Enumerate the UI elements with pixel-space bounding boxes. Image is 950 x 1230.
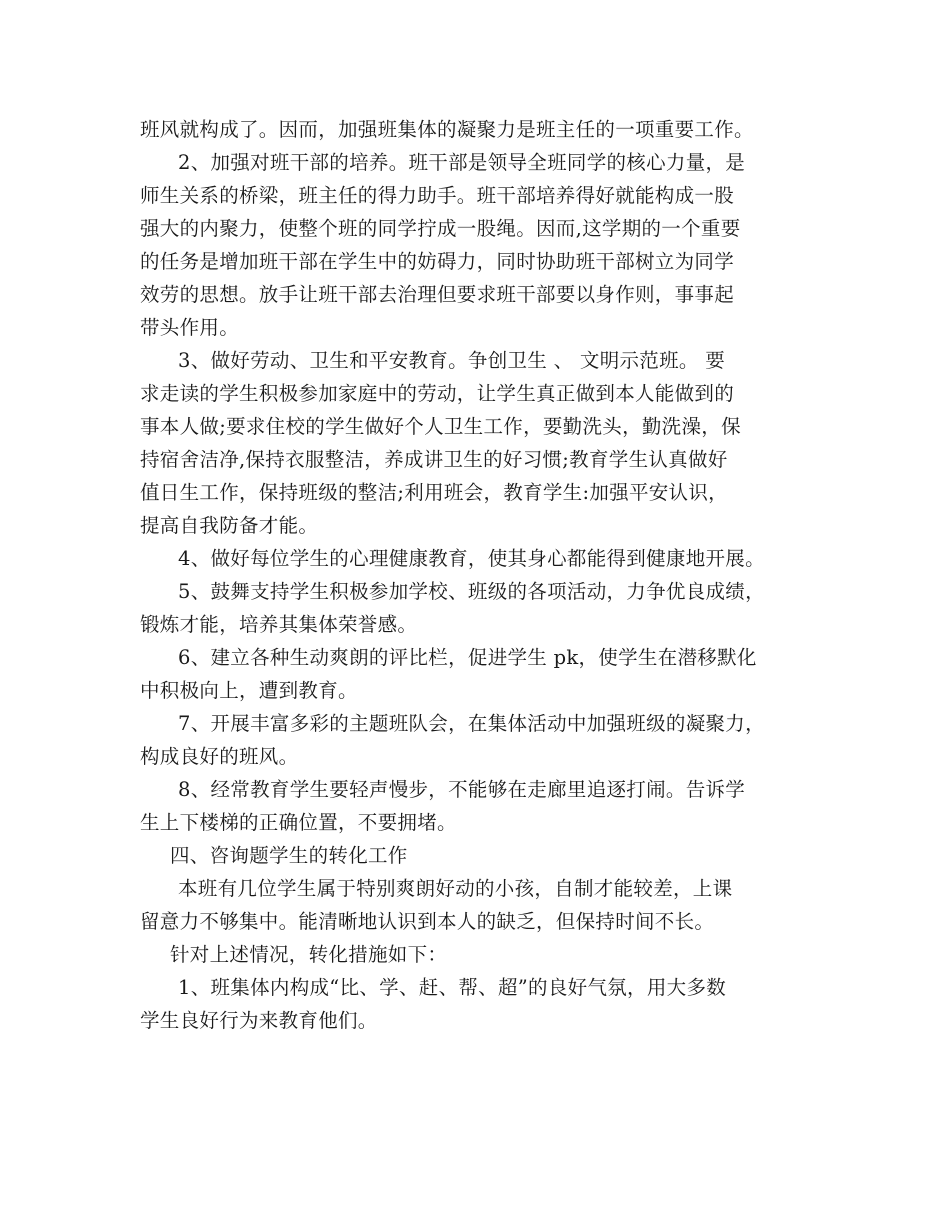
text-line: 求走读的学生积极参加家庭中的劳动，让学生真正做到本人能做到的 — [140, 382, 735, 405]
text-line: 中积极向上，遭到教育。 — [140, 679, 358, 702]
text-line: 效劳的思想。放手让班干部去治理但要求班干部要以身作则，事事起 — [140, 283, 735, 306]
text-line: 留意力不够集中。能清晰地认识到本人的缺乏，但保持时间不长。 — [140, 910, 715, 933]
text-line: 1、班集体内构成“比、学、赶、帮、超”的良好气氛，用大多数 — [178, 976, 727, 999]
text-line: 师生关系的桥梁，班主任的得力助手。班干部培养得好就能构成一股 — [140, 184, 735, 207]
text-line: 3、做好劳动、卫生和平安教育。争创卫生 、 文明示范班。 要 — [178, 349, 726, 372]
text-line: 强大的内聚力，使整个班的同学拧成一股绳。因而,这学期的一个重要 — [140, 217, 741, 240]
text-line: 8、经常教育学生要轻声慢步，不能够在走廊里追逐打闹。告诉学 — [178, 778, 746, 801]
text-line: 值日生工作，保持班级的整洁;利用班会，教育学生:加强平安认识， — [140, 481, 728, 504]
text-line: 事本人做;要求住校的学生做好个人卫生工作，要勤洗头，勤洗澡，保 — [140, 415, 741, 438]
text-line: 5、鼓舞支持学生积极参加学校、班级的各项活动，力争优良成绩， — [178, 580, 765, 603]
text-line: 班风就构成了。因而，加强班集体的凝聚力是班主任的一项重要工作。 — [140, 118, 754, 141]
text-line: 带头作用。 — [140, 316, 240, 339]
section-heading: 四、咨询题学生的转化工作 — [170, 844, 408, 867]
text-line: 构成良好的班风。 — [140, 745, 299, 768]
text-line: 提高自我防备才能。 — [140, 514, 319, 537]
text-line: 生上下楼梯的正确位置，不要拥堵。 — [140, 811, 457, 834]
text-line: 本班有几位学生属于特别爽朗好动的小孩，自制才能较差，上课 — [178, 877, 733, 900]
text-line: 2、加强对班干部的培养。班干部是领导全班同学的核心力量，是 — [178, 151, 746, 174]
text-line: 6、建立各种生动爽朗的评比栏，促进学生 pk，使学生在潜移默化 — [178, 646, 757, 669]
text-line: 的任务是增加班干部在学生中的妨碍力，同时协助班干部树立为同学 — [140, 250, 735, 273]
text-line: 学生良好行为来教育他们。 — [140, 1009, 378, 1032]
text-line: 7、开展丰富多彩的主题班队会，在集体活动中加强班级的凝聚力， — [178, 712, 765, 735]
text-line: 锻炼才能，培养其集体荣誉感。 — [140, 613, 418, 636]
text-line: 针对上述情况，转化措施如下： — [170, 943, 448, 966]
document-body — [140, 113, 820, 1037]
text-line: 持宿舍洁净,保持衣服整洁，养成讲卫生的好习惯;教育学生认真做好 — [140, 448, 728, 471]
text-line: 4、做好每位学生的心理健康教育，使其身心都能得到健康地开展。 — [178, 547, 765, 570]
